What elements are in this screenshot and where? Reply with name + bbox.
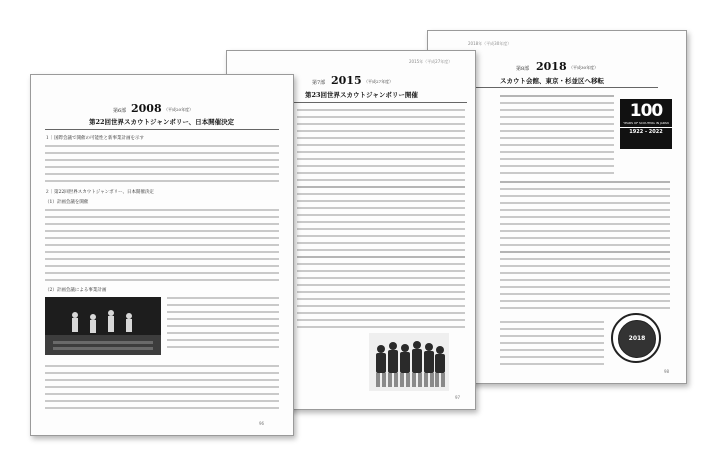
era-label: （平成27年度） — [364, 79, 394, 84]
badge-number: 100 — [629, 101, 663, 121]
page-title: スカウト会館、東京・杉並区へ移転 — [500, 77, 604, 85]
title-rule — [45, 129, 279, 130]
part-label: 第6部 — [113, 108, 127, 114]
group-photo — [369, 333, 449, 391]
body-text-block — [45, 209, 279, 286]
badge-subtitle: YEARS OF SCOUTING IN JAPAN — [623, 121, 669, 125]
badge-years: 1922 - 2022 — [620, 127, 672, 135]
subsection-heading: （2）計画会議による事業計画 — [45, 288, 107, 293]
seal-year: 2018 — [628, 335, 646, 342]
year-heading: 2015 — [331, 74, 362, 87]
document-page-2008 — [30, 74, 294, 436]
body-text-block — [500, 321, 604, 370]
era-label: （平成30年度） — [569, 65, 599, 70]
section-heading: １｜国際会議で開催の可能性と新事業計画を示す — [45, 136, 144, 141]
page-number: 96 — [259, 421, 265, 426]
page-number: 97 — [455, 395, 461, 400]
part-label: 第7部 — [312, 80, 326, 86]
part-label: 第8部 — [516, 66, 530, 72]
year-heading: 2018 — [536, 60, 567, 73]
jamboree-seal — [611, 313, 661, 363]
title-rule — [287, 102, 467, 103]
page-number: 98 — [664, 369, 670, 374]
stage-photo — [45, 297, 161, 355]
body-text-block — [297, 109, 465, 333]
body-text-block — [45, 145, 279, 187]
subsection-heading: （1）計画会議を開催 — [45, 200, 89, 205]
body-text-block — [45, 365, 279, 414]
era-label: （平成20年度） — [164, 107, 194, 112]
year-heading: 2008 — [131, 102, 162, 115]
page-header: 2018年（平成30年度） — [468, 41, 512, 46]
body-text-block — [500, 95, 614, 179]
body-text-block — [167, 297, 279, 353]
page-title: 第22回世界スカウトジャンボリー、日本開催決定 — [89, 118, 235, 126]
page-header: 2015年（平成27年度） — [409, 59, 453, 64]
title-rule — [458, 87, 658, 88]
body-text-block — [500, 181, 670, 314]
section-heading: ２｜第22回世界スカウトジャンボリー、日本開催決定 — [45, 190, 154, 195]
page-title: 第23回世界スカウトジャンボリー開催 — [305, 91, 418, 99]
100-years-scouting-logo — [620, 99, 672, 149]
